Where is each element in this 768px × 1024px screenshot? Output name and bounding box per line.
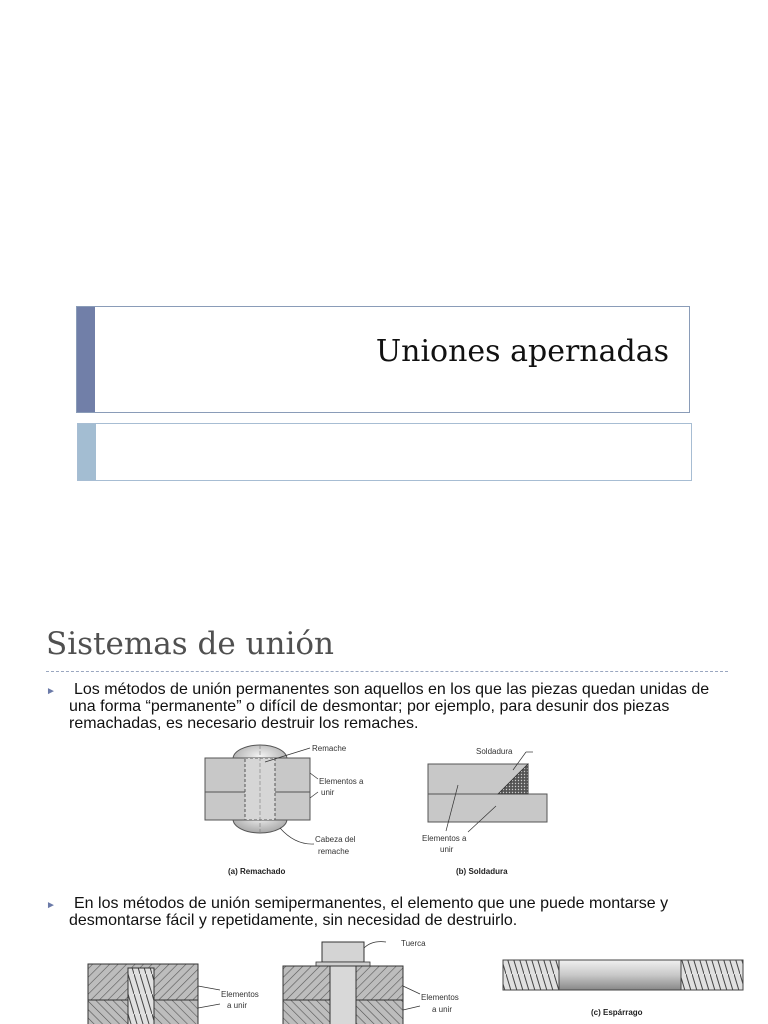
subtitle-box: [77, 423, 692, 481]
label-elements-d1: Elementos: [421, 993, 459, 1002]
caption-welding: (b) Soldadura: [456, 867, 508, 876]
label-rivet-head2: remache: [318, 847, 350, 856]
subtitle-accent-bar: [78, 424, 96, 480]
title-divider: [46, 671, 728, 672]
figure-welding: [418, 740, 558, 880]
caption-riveting: (a) Remachado: [228, 867, 286, 876]
figure-riveting: [200, 740, 375, 880]
label-elements-b1: Elementos a: [422, 834, 467, 843]
label-elements-d2: a unir: [432, 1005, 453, 1014]
caption-stud: (c) Espárrago: [591, 1008, 643, 1017]
figure-semipermanent: [80, 934, 760, 1024]
bullet-arrow-icon: ►: [46, 900, 56, 911]
label-weld: Soldadura: [476, 747, 513, 756]
label-elements-c2: a unir: [227, 1001, 248, 1010]
label-elements-a2: unir: [321, 788, 335, 797]
label-elements-c1: Elementos: [221, 990, 259, 999]
section-title: Sistemas de unión: [46, 626, 335, 662]
label-rivet: Remache: [312, 744, 347, 753]
paragraph-semipermanent: En los métodos de unión semipermanentes, el elemento que une puede montarse y desmontarse fácil y repetidamente, sin necesidad de destruirlo.: [69, 895, 669, 929]
paragraph-permanent: Los métodos de unión permanentes son aquellos en los que las piezas quedan unidas de una forma “permanente” o difícil de desmontar; por ejemplo, para desunir dos piezas remachadas, es necesario destruir los remaches.: [69, 681, 710, 732]
title-accent-bar: [77, 307, 95, 412]
label-nut: Tuerca: [401, 939, 426, 948]
title-box: [76, 306, 690, 413]
label-elements-a1: Elementos a: [319, 777, 364, 786]
slide-title: Uniones apernadas: [375, 334, 669, 369]
bullet-arrow-icon: ►: [46, 686, 56, 697]
label-elements-b2: unir: [440, 845, 454, 854]
label-rivet-head1: Cabeza del: [315, 835, 356, 844]
